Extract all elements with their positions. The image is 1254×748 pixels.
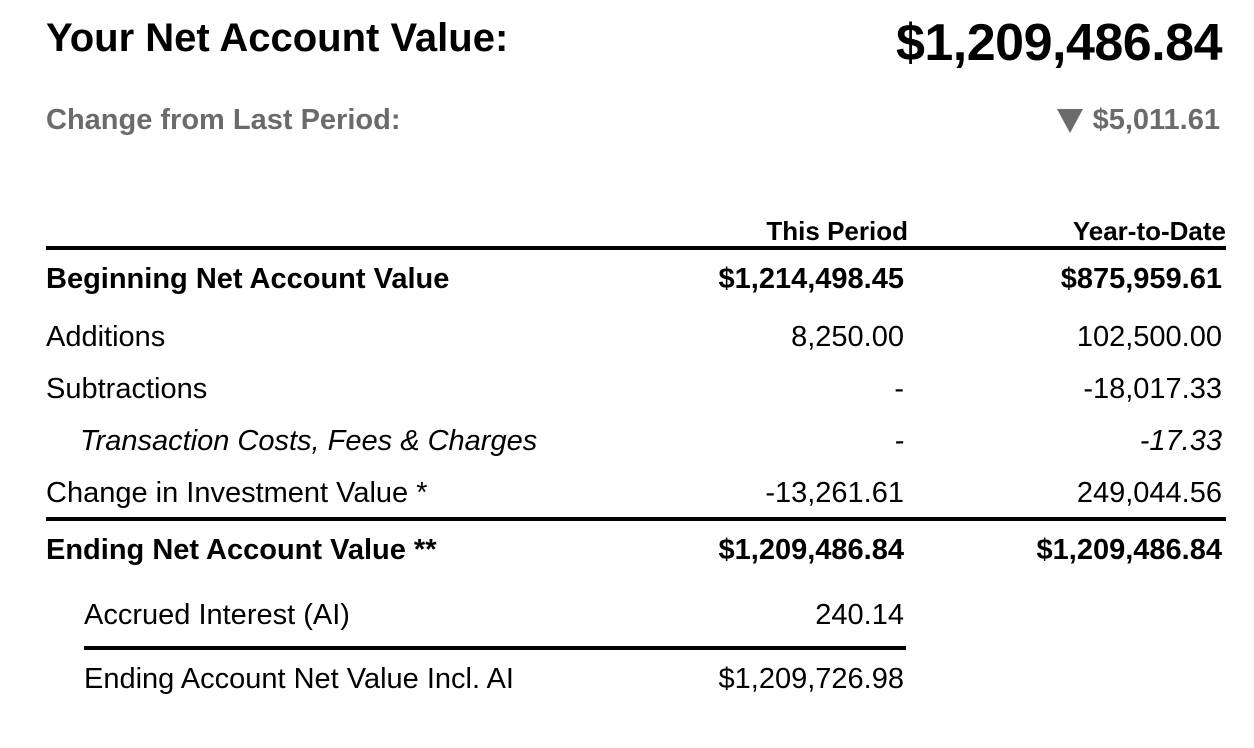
down-triangle-icon bbox=[1057, 109, 1083, 133]
row-value-subtractions-ytd: -18,017.33 bbox=[1083, 373, 1222, 405]
row-label-accrued-interest: Accrued Interest (AI) bbox=[84, 599, 350, 631]
net-account-value-amount: $1,209,486.84 bbox=[895, 14, 1222, 72]
row-label-subtractions: Subtractions bbox=[46, 373, 208, 405]
row-label-beginning-net-account-value: Beginning Net Account Value bbox=[46, 263, 450, 295]
row-value-transaction-costs-this-period: - bbox=[894, 425, 904, 457]
header-divider bbox=[46, 246, 1226, 250]
row-value-ending-this-period: $1,209,486.84 bbox=[718, 534, 904, 566]
net-account-value-title: Your Net Account Value: bbox=[46, 16, 509, 60]
change-from-last-period-value bbox=[1057, 102, 1220, 138]
row-value-beginning-this-period: $1,214,498.45 bbox=[718, 263, 904, 295]
accrued-interest-divider bbox=[84, 646, 906, 650]
row-value-ending-ytd: $1,209,486.84 bbox=[1036, 534, 1222, 566]
ending-divider bbox=[46, 517, 1226, 521]
row-label-change-in-investment-value: Change in Investment Value * bbox=[46, 477, 428, 509]
column-header-this-period: This Period bbox=[766, 216, 908, 246]
row-label-transaction-costs: Transaction Costs, Fees & Charges bbox=[80, 425, 538, 457]
row-label-ending-net-account-value: Ending Net Account Value ** bbox=[46, 534, 437, 566]
row-value-change-in-investment-this-period: -13,261.61 bbox=[765, 477, 904, 509]
change-from-last-period-label: Change from Last Period: bbox=[46, 104, 401, 136]
row-label-additions: Additions bbox=[46, 321, 166, 353]
row-value-subtractions-this-period: - bbox=[894, 373, 904, 405]
row-value-accrued-interest-this-period: 240.14 bbox=[815, 599, 904, 631]
row-value-additions-this-period: 8,250.00 bbox=[791, 321, 904, 353]
row-value-beginning-ytd: $875,959.61 bbox=[1060, 263, 1222, 295]
row-value-change-in-investment-ytd: 249,044.56 bbox=[1076, 477, 1222, 509]
row-value-additions-ytd: 102,500.00 bbox=[1076, 321, 1222, 353]
change-amount: $5,011.61 bbox=[1092, 104, 1220, 136]
row-label-ending-incl-ai: Ending Account Net Value Incl. AI bbox=[84, 663, 514, 695]
row-value-ending-incl-ai-this-period: $1,209,726.98 bbox=[718, 663, 904, 695]
column-header-year-to-date: Year-to-Date bbox=[1072, 216, 1226, 246]
row-value-transaction-costs-ytd: -17.33 bbox=[1139, 425, 1222, 457]
